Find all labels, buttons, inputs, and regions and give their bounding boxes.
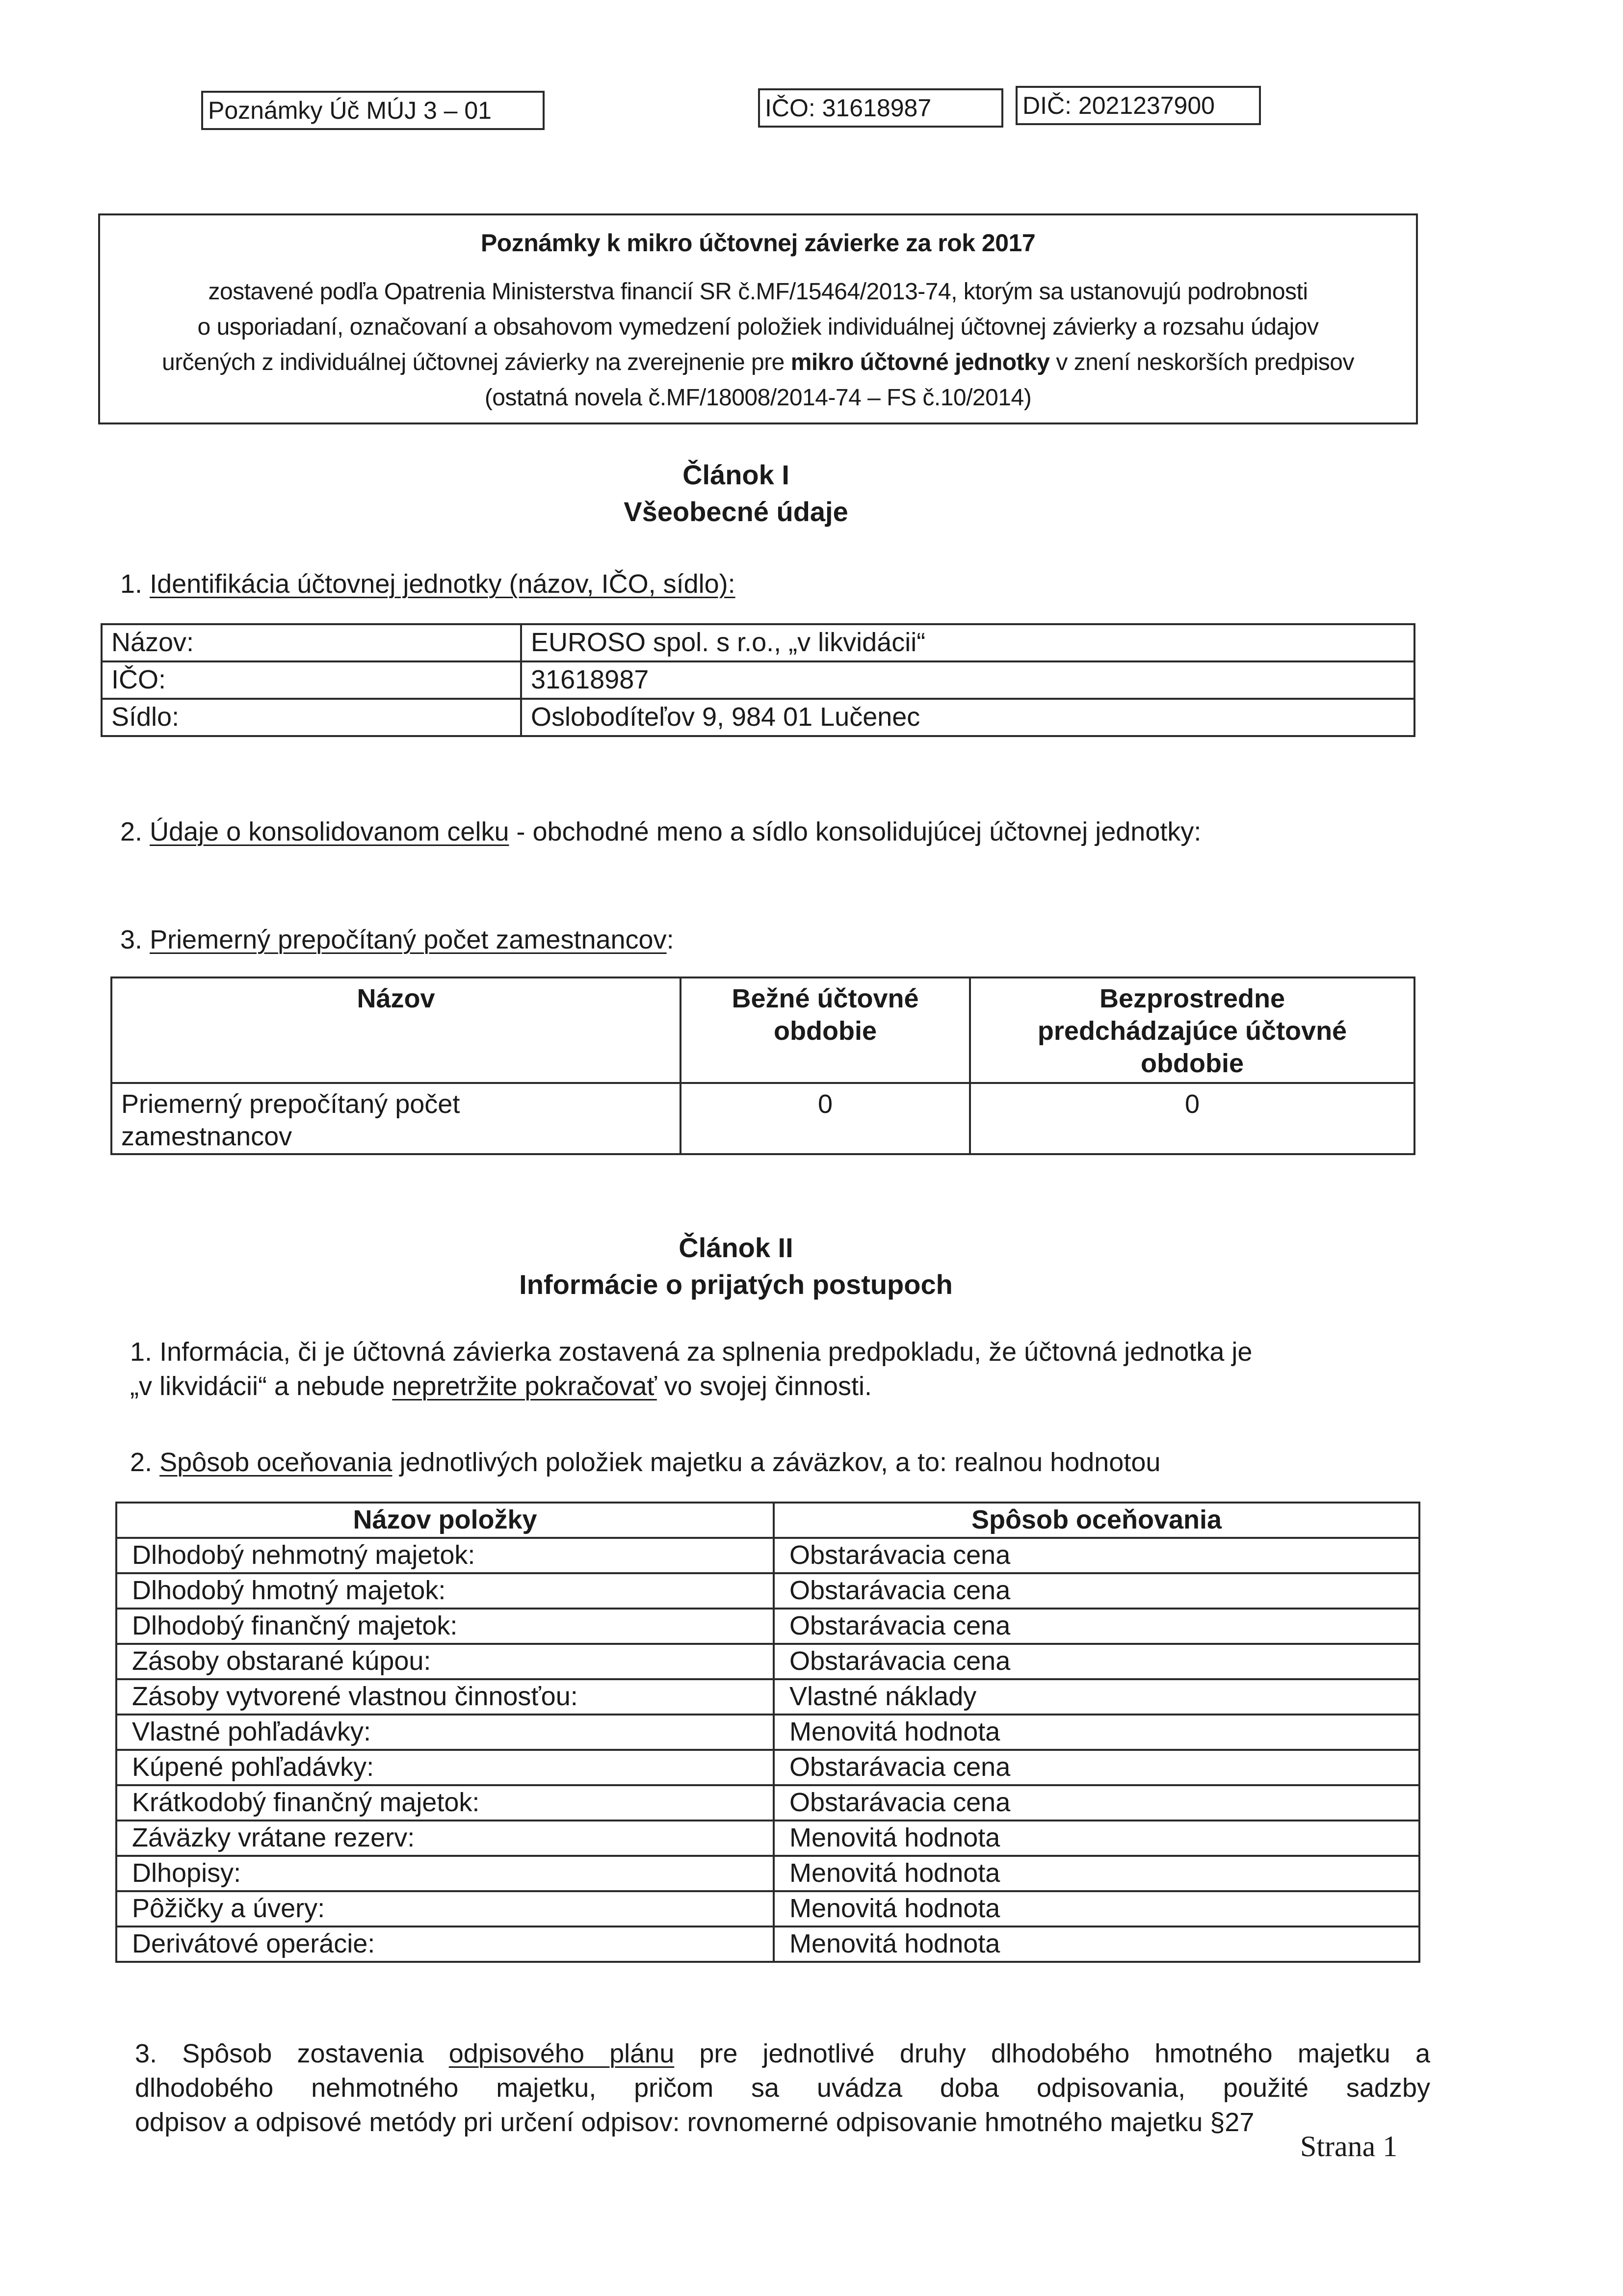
intro-box [98, 213, 1418, 424]
valuation-item: Kúpené pohľadávky: [116, 1750, 774, 1785]
valuation-method: Vlastné náklady [774, 1679, 1419, 1715]
valuation-item: Dlhodobý nehmotný majetok: [116, 1538, 774, 1573]
valuation-method: Menovitá hodnota [774, 1715, 1419, 1750]
table-row [116, 1679, 1419, 1715]
form-code-text: Poznámky Úč MÚJ 3 – 01 [208, 97, 492, 124]
valuation-method: Menovitá hodnota [774, 1821, 1419, 1856]
article-2-item-3: 3. Spôsob zostavenia odpisového plánu pre jednotlivé druhy dlhodobého hmotného majetku a dlhodobého nehmotného majetku, pričom sa uvádza doba odpisovania, použité sadzby odpisov a odpisové metódy pri určení odpisov: rovnomerné odpisovanie hmotného majetku §27 [135, 2039, 1430, 2137]
table-row [116, 1715, 1419, 1750]
table-row [116, 1644, 1419, 1679]
table-row [116, 1750, 1419, 1785]
table-row [116, 1538, 1419, 1573]
valuation-method: Obstarávacia cena [774, 1750, 1419, 1785]
employees-table [110, 976, 1415, 1155]
article-1-item-2: 2. Údaje o konsolidovanom celku - obchodné meno a sídlo konsolidujúcej účtovnej jednotky: [120, 817, 1202, 846]
valuation-item: Zásoby obstarané kúpou: [116, 1644, 774, 1679]
table-row [116, 1856, 1419, 1891]
table-row [102, 661, 1414, 699]
table-row [116, 1927, 1419, 1962]
table-row [111, 977, 1414, 1083]
article-1-item-1: 1. Identifikácia účtovnej jednotky (názov, IČO, sídlo): [120, 569, 735, 599]
header-item: Názov položky [116, 1503, 774, 1538]
header-previous-period: Bezprostredne predchádzajúce účtovné obdobie [970, 977, 1414, 1083]
identification-table [101, 623, 1415, 737]
intro-line-2: o usporiadaní, označovaní a obsahovom vymedzení položiek individuálnej účtovnej závierky a rozsahu údajov [197, 314, 1319, 340]
table-row [116, 1609, 1419, 1644]
row-name: Priemerný prepočítaný počet zamestnancov [111, 1083, 681, 1154]
id-value-ico: 31618987 [521, 661, 1414, 699]
header-method: Spôsob oceňovania [774, 1503, 1419, 1538]
table-row [102, 699, 1414, 736]
valuation-method: Obstarávacia cena [774, 1538, 1419, 1573]
page-number: Strana 1 [1300, 2130, 1398, 2163]
table-row [116, 1891, 1419, 1927]
intro-line-1: zostavené podľa Opatrenia Ministerstva financií SR č.MF/15464/2013-74, ktorým sa ustanovujú podrobnosti [208, 279, 1308, 305]
article-1-item-3: 3. Priemerný prepočítaný počet zamestnancov: [120, 925, 674, 954]
dic-text: DIČ: 2021237900 [1022, 92, 1215, 119]
valuation-method: Menovitá hodnota [774, 1891, 1419, 1927]
valuation-item: Vlastné pohľadávky: [116, 1715, 774, 1750]
intro-line-4: (ostatná novela č.MF/18008/2014-74 – FS č.10/2014) [484, 385, 1032, 411]
valuation-item: Zásoby vytvorené vlastnou činnosťou: [116, 1679, 774, 1715]
article-2-item-2: 2. Spôsob oceňovania jednotlivých položiek majetku a záväzkov, a to: realnou hodnotou [130, 1448, 1161, 1477]
valuation-method: Menovitá hodnota [774, 1856, 1419, 1891]
valuation-method: Menovitá hodnota [774, 1927, 1419, 1962]
ico-box [758, 88, 1003, 128]
table-row [102, 624, 1414, 661]
valuation-item: Záväzky vrátane rezerv: [116, 1821, 774, 1856]
valuation-method: Obstarávacia cena [774, 1644, 1419, 1679]
intro-line-3: určených z individuálnej účtovnej závierky na zverejnenie pre mikro účtovné jednotky v znení neskorších predpisov [162, 349, 1354, 375]
article-2-heading: Článok II [679, 1232, 793, 1263]
valuation-method: Obstarávacia cena [774, 1609, 1419, 1644]
valuation-method: Obstarávacia cena [774, 1785, 1419, 1821]
valuation-table [115, 1502, 1420, 1963]
table-row [116, 1785, 1419, 1821]
form-code-box [201, 91, 545, 130]
valuation-item: Dlhodobý hmotný majetok: [116, 1573, 774, 1609]
row-previous: 0 [970, 1083, 1414, 1154]
article-2-subheading: Informácie o prijatých postupoch [519, 1269, 953, 1300]
article-1-heading: Článok I [682, 459, 789, 490]
valuation-item: Dlhopisy: [116, 1856, 774, 1891]
table-row [116, 1821, 1419, 1856]
row-current: 0 [681, 1083, 970, 1154]
header-current-period: Bežné účtovné obdobie [681, 977, 970, 1083]
table-row [116, 1503, 1419, 1538]
valuation-item: Dlhodobý finančný majetok: [116, 1609, 774, 1644]
valuation-method: Obstarávacia cena [774, 1573, 1419, 1609]
id-label-ico: IČO: [102, 661, 521, 699]
valuation-item: Derivátové operácie: [116, 1927, 774, 1962]
table-row [116, 1573, 1419, 1609]
id-value-name: EUROSO spol. s r.o., „v likvidácii“ [521, 624, 1414, 661]
valuation-item: Krátkodobý finančný majetok: [116, 1785, 774, 1821]
article-1-subheading: Všeobecné údaje [624, 496, 848, 527]
id-value-seat: Oslobodíteľov 9, 984 01 Lučenec [521, 699, 1414, 736]
ico-text: IČO: 31618987 [765, 94, 932, 122]
id-label-seat: Sídlo: [102, 699, 521, 736]
dic-box [1016, 86, 1261, 125]
id-label-name: Názov: [102, 624, 521, 661]
table-row [111, 1083, 1414, 1154]
header-name: Názov [111, 977, 681, 1083]
article-2-item-1: 1. Informácia, či je účtovná závierka zostavená za splnenia predpokladu, že účtovná jednotka je „v likvidácii“ a nebude nepretržite pokračovať vo svojej činnosti. [130, 1337, 1253, 1401]
intro-title: Poznámky k mikro účtovnej závierke za rok 2017 [480, 229, 1036, 257]
valuation-item: Pôžičky a úvery: [116, 1891, 774, 1927]
